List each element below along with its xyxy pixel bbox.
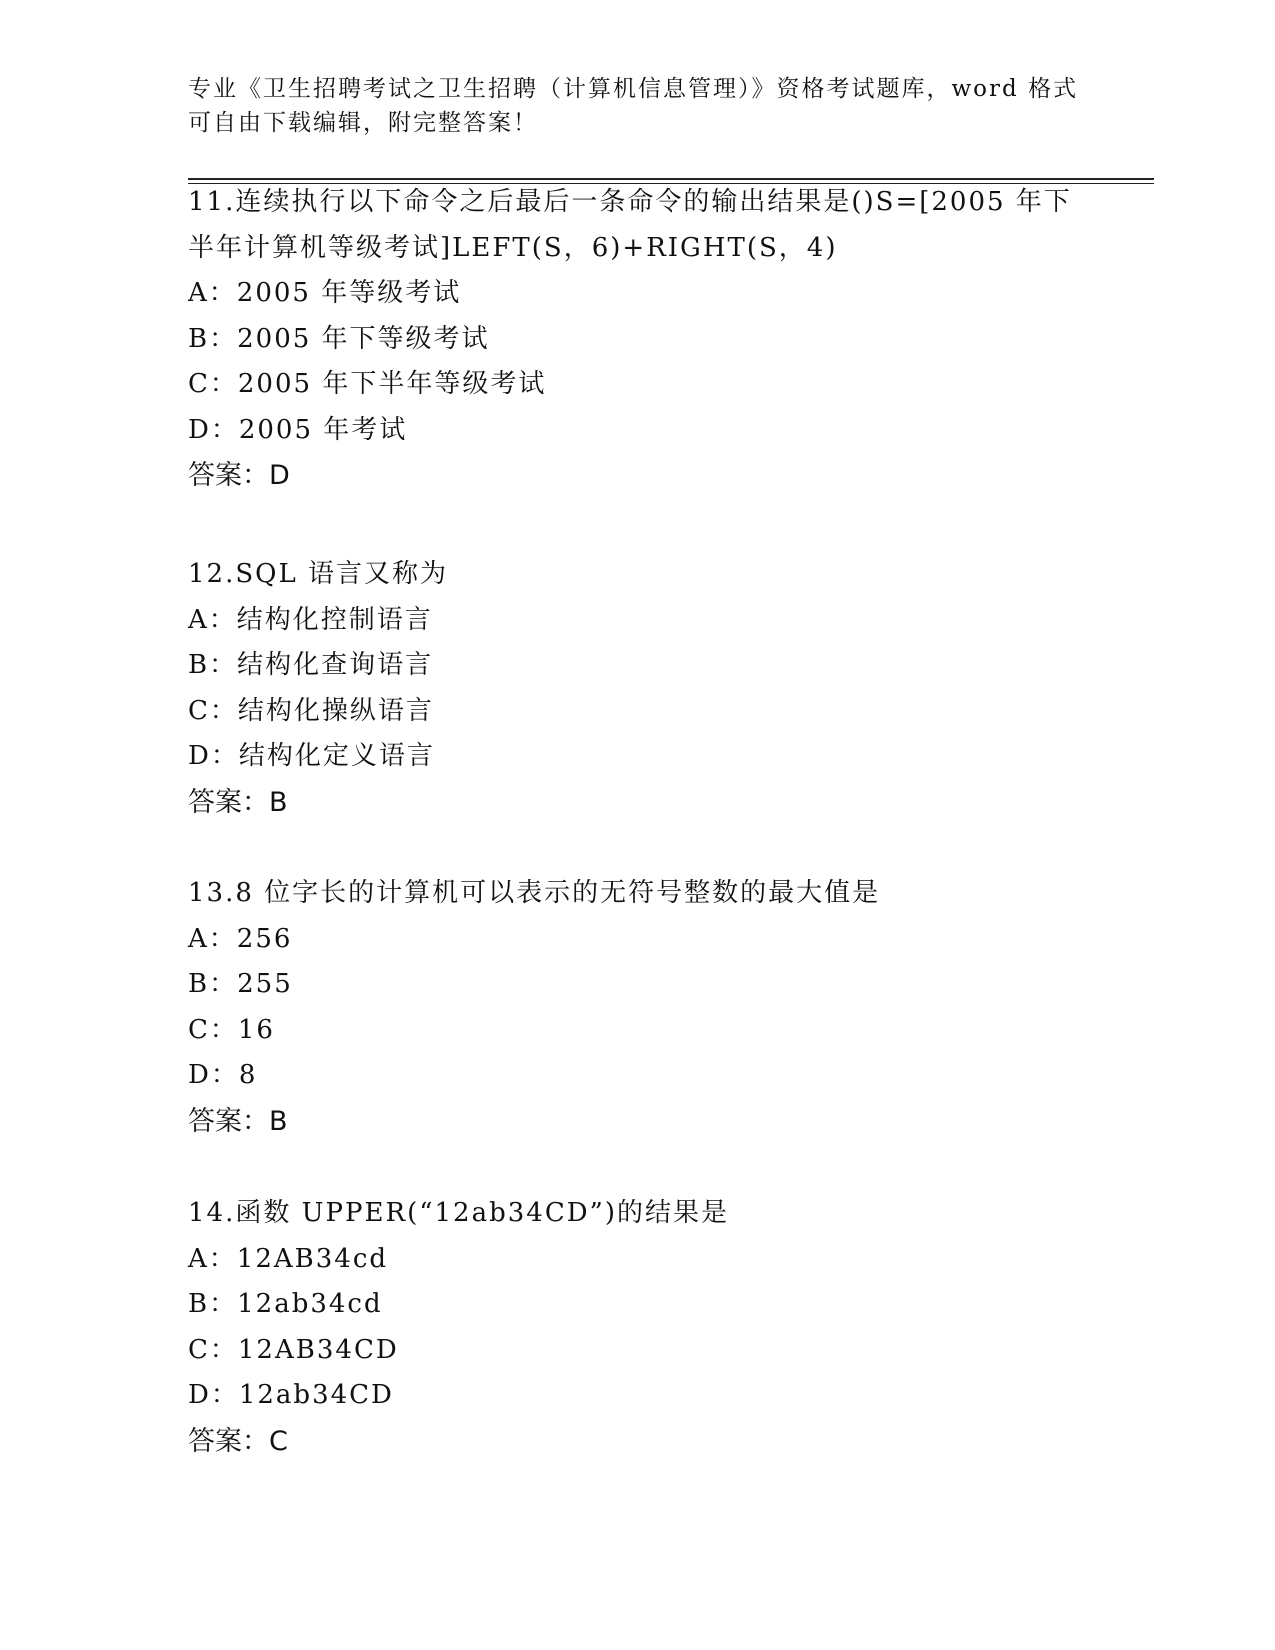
option-c: C：12AB34CD	[188, 1334, 399, 1365]
option-d: D：结构化定义语言	[188, 741, 435, 771]
question-stem: 14.函数 UPPER(“12ab34CD”)的结果是	[188, 1198, 729, 1228]
header-line-1: 专业《卫生招聘考试之卫生招聘（计算机信息管理）》资格考试题库，word 格式	[188, 76, 1079, 102]
option-d: D：12ab34CD	[188, 1380, 394, 1410]
option-a: A：12AB34cd	[188, 1243, 389, 1274]
question-11	[188, 180, 1088, 498]
option-d: D：2005 年考试	[188, 414, 408, 445]
option-c: C：2005 年下半年等级考试	[188, 369, 547, 399]
answer: 答案：C	[188, 1425, 288, 1457]
question-stem: 12.SQL 语言又称为	[188, 559, 449, 589]
option-a: A：结构化控制语言	[188, 604, 433, 635]
answer: 答案：B	[188, 1105, 288, 1137]
option-b: B：2005 年下等级考试	[188, 323, 490, 354]
question-12	[188, 552, 1088, 825]
question-14	[188, 1191, 1088, 1464]
option-d: D：8	[188, 1060, 258, 1090]
option-a: A：256	[188, 923, 293, 954]
option-a: A：2005 年等级考试	[188, 278, 462, 308]
option-c: C：结构化操纵语言	[188, 695, 434, 726]
question-stem: 13.8 位字长的计算机可以表示的无符号整数的最大值是	[188, 878, 881, 908]
question-13	[188, 871, 1088, 1144]
question-stem-continued: 半年计算机等级考试]LEFT(S，6)+RIGHT(S，4)	[188, 232, 838, 263]
header-line-2: 可自由下载编辑，附完整答案！	[188, 110, 538, 136]
option-b: B：12ab34cd	[188, 1289, 383, 1319]
document-header	[188, 72, 1088, 140]
question-stem: 11.连续执行以下命令之后最后一条命令的输出结果是()S=[2005 年下	[188, 187, 1072, 217]
option-b: B：255	[188, 969, 293, 999]
answer: 答案：D	[188, 460, 290, 491]
option-c: C：16	[188, 1014, 275, 1045]
answer: 答案：B	[188, 786, 288, 818]
option-b: B：结构化查询语言	[188, 650, 434, 680]
